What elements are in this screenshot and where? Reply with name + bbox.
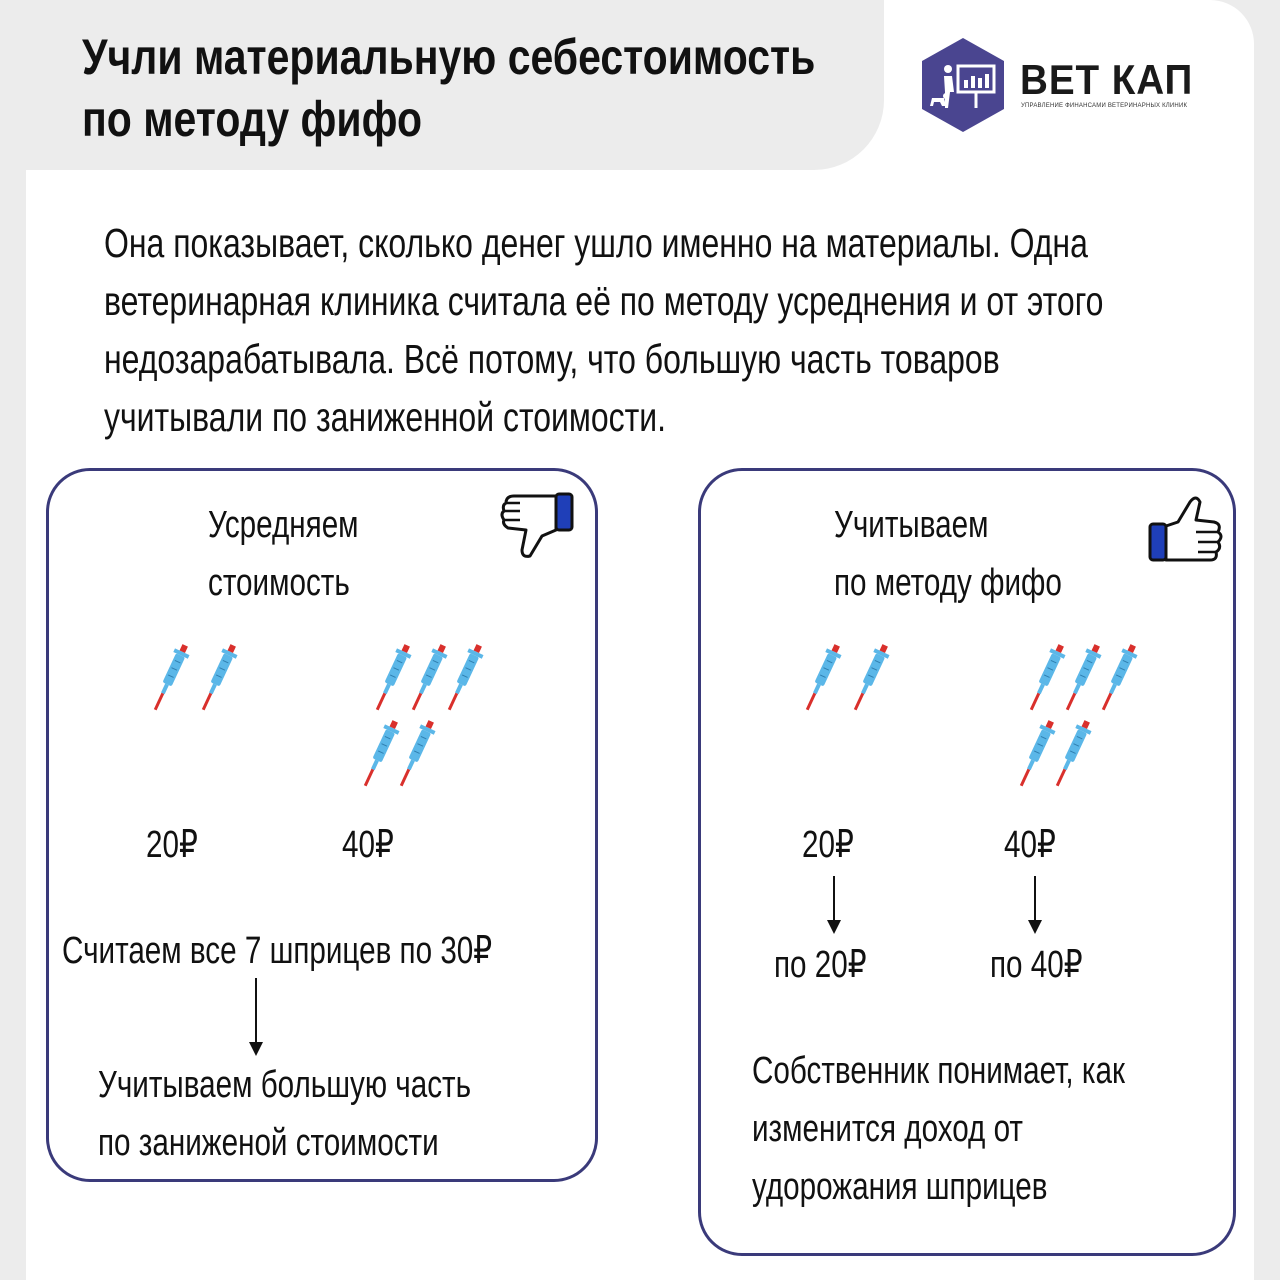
syringe-icon: [1098, 640, 1138, 721]
left-arrow: [255, 978, 257, 1042]
syringe-icon: [444, 640, 484, 721]
right-arrow-40: [1034, 876, 1036, 920]
left-heading-2: стоимость: [208, 562, 350, 604]
syringe-icon: [1062, 640, 1102, 721]
page-title: [82, 26, 816, 150]
left-summary: Считаем все 7 шприцев по 30₽: [62, 930, 493, 972]
intro-line: учитывали по заниженной стоимости.: [104, 394, 667, 440]
syringe-icon: [150, 640, 190, 721]
syringe-icon: [1052, 716, 1092, 797]
thumbs-up-icon: [1146, 490, 1226, 570]
left-price-20: 20₽: [146, 824, 198, 866]
syringe-icon: [360, 716, 400, 797]
title-box: [0, 0, 884, 170]
title-line-2: по методу фифо: [82, 91, 423, 147]
right-each-40: по 40₽: [990, 944, 1083, 986]
intro-paragraph: [104, 214, 1196, 446]
right-heading-1: Учитываем: [834, 504, 989, 546]
right-arrow-20: [833, 876, 835, 920]
right-result-1: Собственник понимает, как: [752, 1050, 1125, 1092]
syringe-icon: [850, 640, 890, 721]
right-arrow-40-head: [1028, 920, 1042, 934]
syringe-icon: [396, 716, 436, 797]
left-result-2: по заниженой стоимости: [98, 1122, 439, 1164]
syringe-icon: [408, 640, 448, 721]
right-result-2: изменится доход от: [752, 1108, 1023, 1150]
thumbs-down-icon: [500, 490, 576, 562]
left-result-1: Учитываем большую часть: [98, 1064, 472, 1106]
left-heading-1: Усредняем: [208, 504, 359, 546]
title-line-1: Учли материальную себестоимость: [82, 29, 816, 85]
left-arrow-head: [249, 1042, 263, 1056]
intro-line: недозарабатывала. Всё потому, что большую часть товаров: [104, 336, 1000, 382]
logo-subtitle: УПРАВЛЕНИЕ ФИНАНСАМИ ВЕТЕРИНАРНЫХ КЛИНИК: [1021, 103, 1188, 109]
intro-line: Она показывает, сколько денег ушло именно на материалы. Одна: [104, 220, 1088, 266]
syringe-icon: [372, 640, 412, 721]
right-price-40: 40₽: [1004, 824, 1056, 866]
left-price-40: 40₽: [342, 824, 394, 866]
right-heading-2: по методу фифо: [834, 562, 1062, 604]
syringe-icon: [802, 640, 842, 721]
logo-name: ВЕТ КАП: [1020, 56, 1194, 103]
right-price-20: 20₽: [802, 824, 854, 866]
syringe-icon: [1016, 716, 1056, 797]
right-result-3: удорожания шприцев: [752, 1166, 1048, 1208]
syringe-icon: [198, 640, 238, 721]
right-arrow-20-head: [827, 920, 841, 934]
logo-icon: [918, 36, 1008, 134]
syringe-icon: [1026, 640, 1066, 721]
intro-line: ветеринарная клиника считала её по методу усреднения и от этого: [104, 278, 1104, 324]
right-each-20: по 20₽: [774, 944, 867, 986]
